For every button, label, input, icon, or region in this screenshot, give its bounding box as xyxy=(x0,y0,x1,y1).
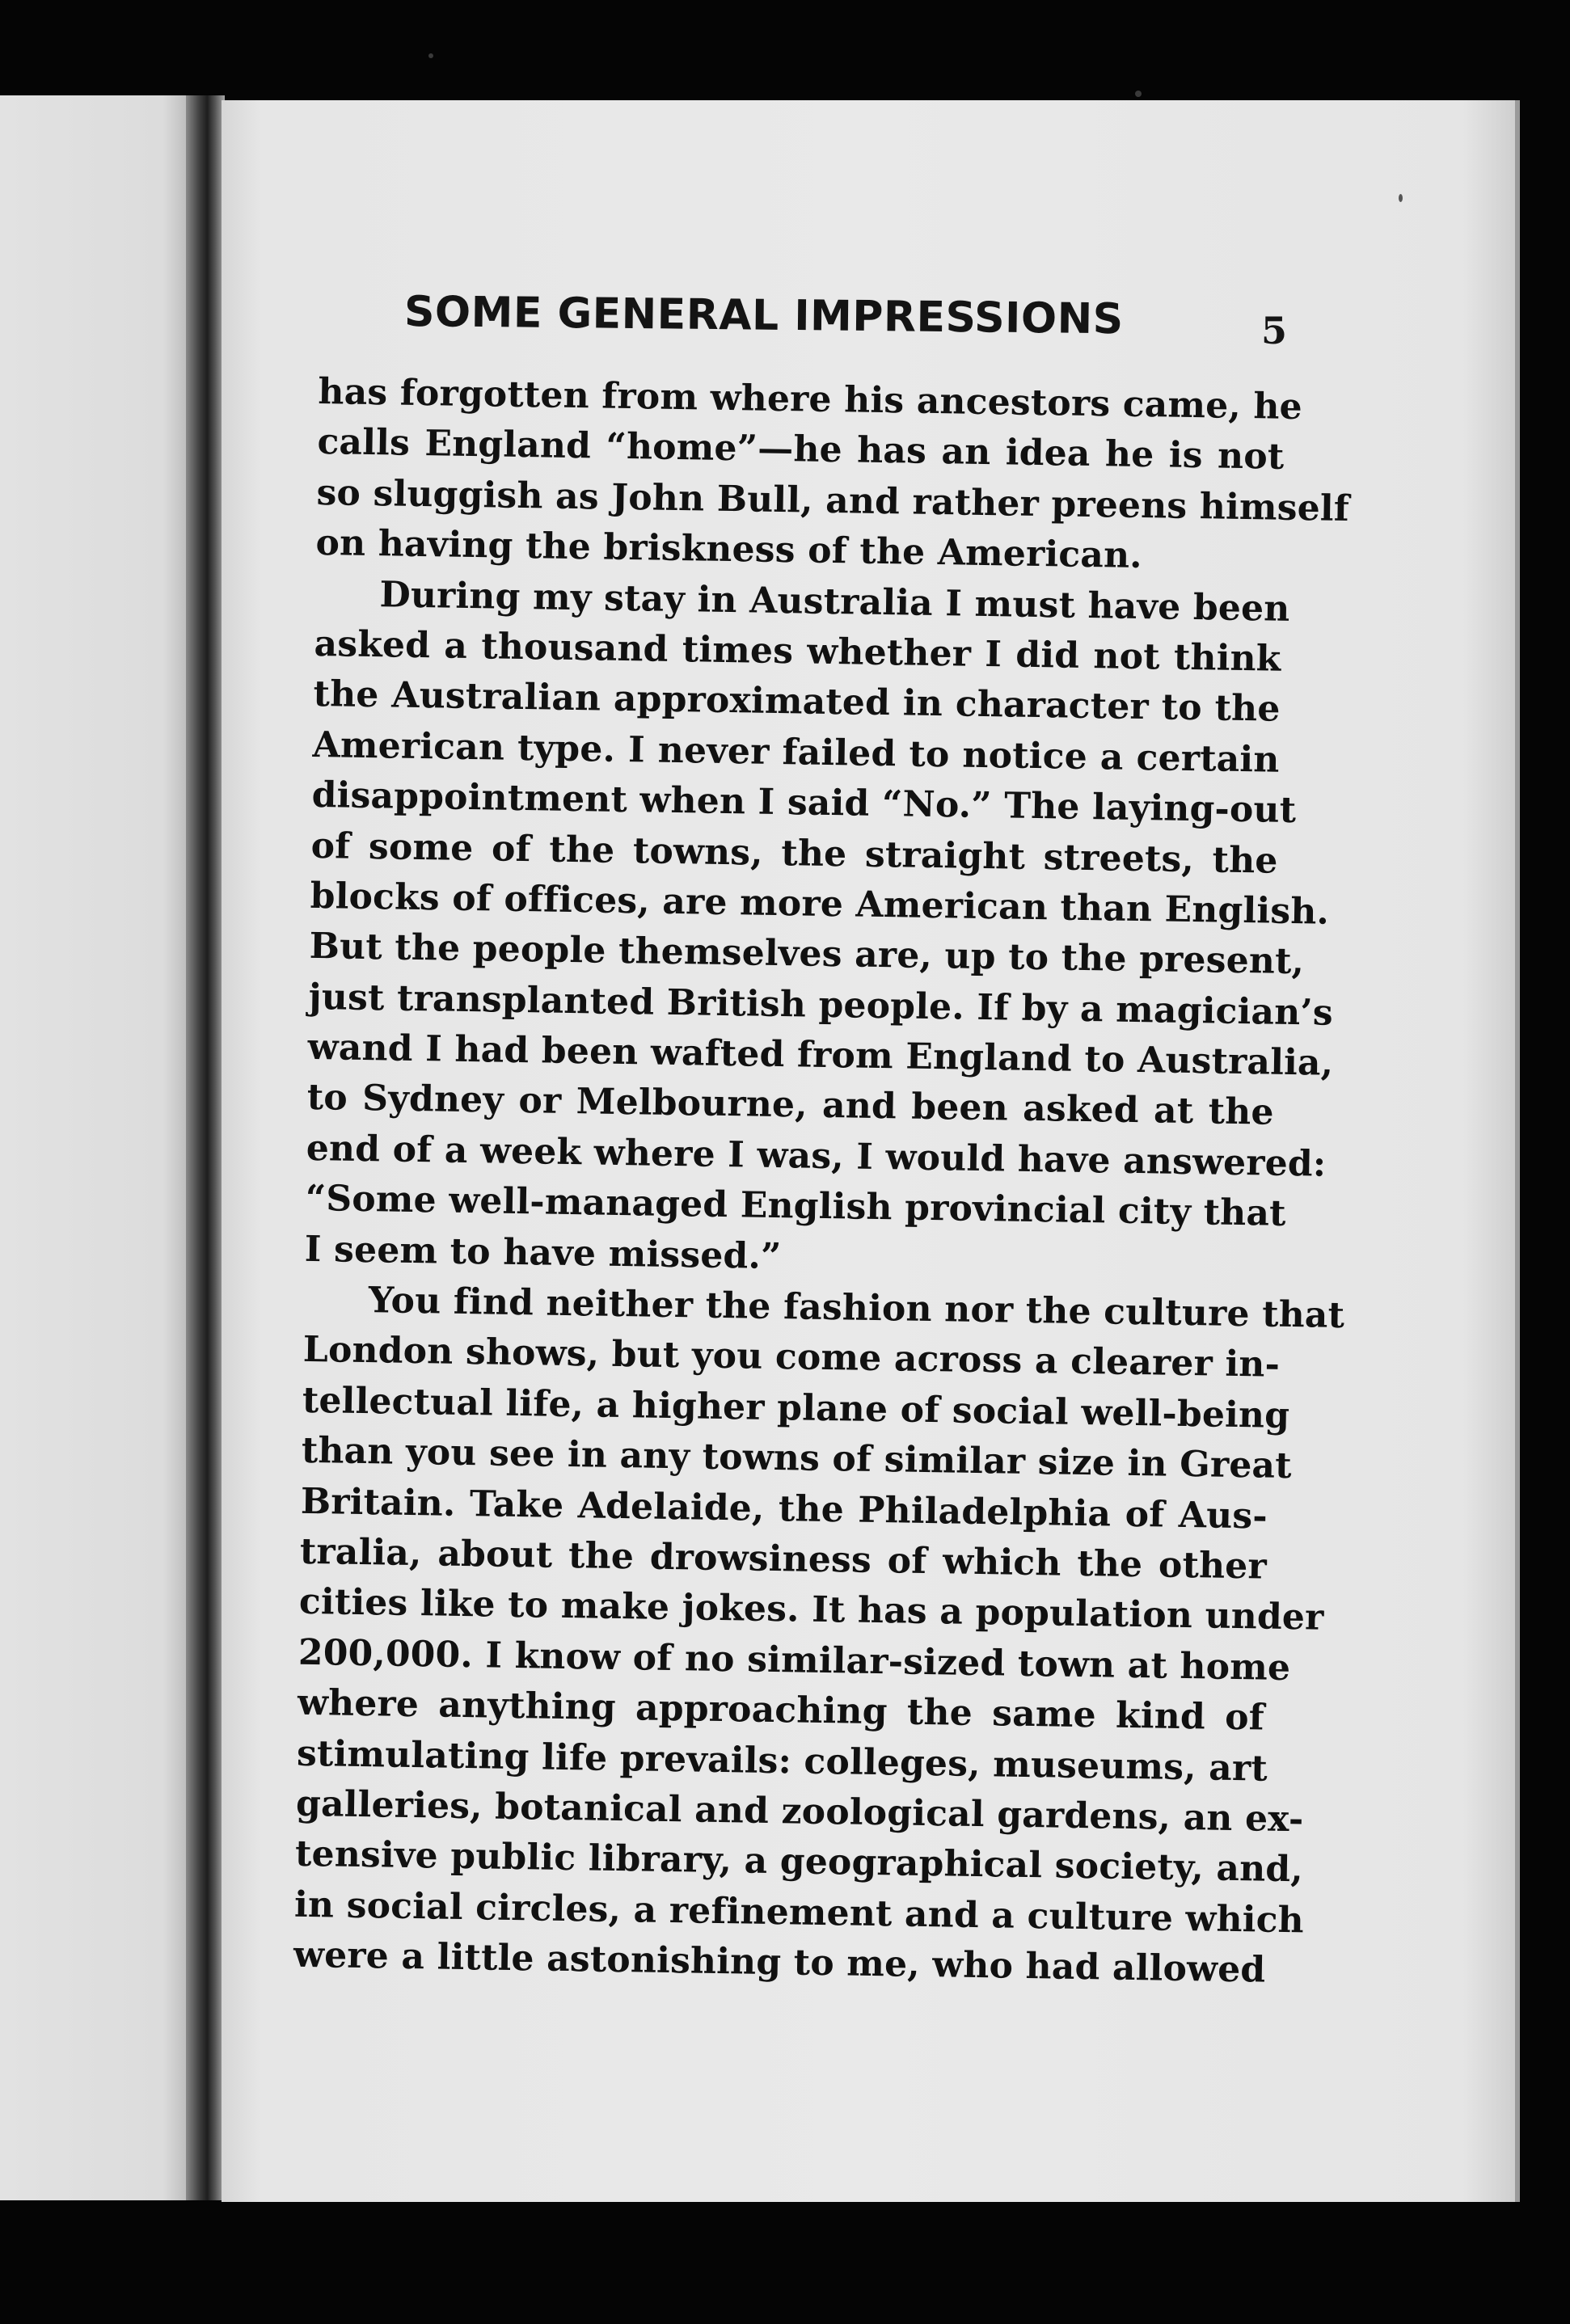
text-line: wand I had been wafted from England to Australia, xyxy=(307,1026,1334,1084)
text-line: Britain. Take Adelaide, the Philadelphia of Aus- xyxy=(300,1480,1268,1537)
facing-page-edge xyxy=(0,95,204,2200)
text-line: During my stay in Australia I must have been xyxy=(379,573,1290,630)
text-line: to Sydney or Melbourne, and been asked at the xyxy=(306,1077,1275,1134)
text-line: end of a week where I was, I would have answered: xyxy=(306,1127,1327,1185)
text-line: asked a thousand times whether I did not think xyxy=(314,622,1281,680)
text-line: American type. I never failed to notice a certain xyxy=(312,723,1280,781)
text-line: disappointment when I said “No.” The laying-out xyxy=(311,774,1297,832)
text-line: in social circles, a refinement and a culture which xyxy=(293,1883,1305,1942)
text-line: You find neither the fashion nor the culture that xyxy=(368,1280,1345,1337)
text-line: I seem to have missed.” xyxy=(304,1228,782,1277)
dust-speck xyxy=(1399,194,1403,202)
text-line: cities like to make jokes. It has a population under xyxy=(298,1581,1324,1639)
text-line: tellectual life, a higher plane of social well-being xyxy=(302,1379,1290,1436)
text-line: But the people themselves are, up to the present, xyxy=(309,926,1305,983)
text-line: of some of the towns, the straight streets, the xyxy=(310,825,1278,882)
page-number: 5 xyxy=(1261,309,1288,352)
book-page xyxy=(222,100,1520,2202)
dust-speck xyxy=(1135,91,1142,97)
running-head: SOME GENERAL IMPRESSIONS xyxy=(403,288,1124,344)
text-line: London shows, but you come across a clearer in- xyxy=(302,1329,1281,1386)
text-line: 200,000. I know of no similar-sized town at home xyxy=(298,1631,1291,1689)
text-line: where anything approaching the same kind of xyxy=(297,1681,1265,1739)
text-line: calls England “home”—he has an idea he is not xyxy=(317,421,1285,479)
text-line: has forgotten from where his ancestors came, he xyxy=(318,370,1303,428)
book-gutter xyxy=(186,95,225,2200)
dust-speck xyxy=(428,53,433,58)
text-line: than you see in any towns of similar size in Great xyxy=(301,1430,1293,1487)
text-line: on having the briskness of the American. xyxy=(315,522,1143,577)
text-line: galleries, botanical and zoological gardens, an ex- xyxy=(295,1782,1304,1841)
body-text xyxy=(293,367,1350,1996)
text-line: just transplanted British people. If by a magician’s xyxy=(308,976,1334,1034)
text-line: were a little astonishing to me, who had allowed xyxy=(293,1934,1266,1991)
text-line: blocks of offices, are more American than English. xyxy=(310,875,1330,933)
text-line: tralia, about the drowsiness of which the other xyxy=(299,1530,1268,1588)
text-line: stimulating life prevails: colleges, museums, art xyxy=(296,1732,1268,1790)
text-line: “Some well-managed English provincial city that xyxy=(305,1178,1287,1235)
text-line: the Australian approximated in character to the xyxy=(313,673,1281,731)
text-line: tensive public library, a geographical society, and, xyxy=(294,1833,1304,1891)
text-line: so sluggish as John Bull, and rather preens himself xyxy=(316,471,1350,529)
